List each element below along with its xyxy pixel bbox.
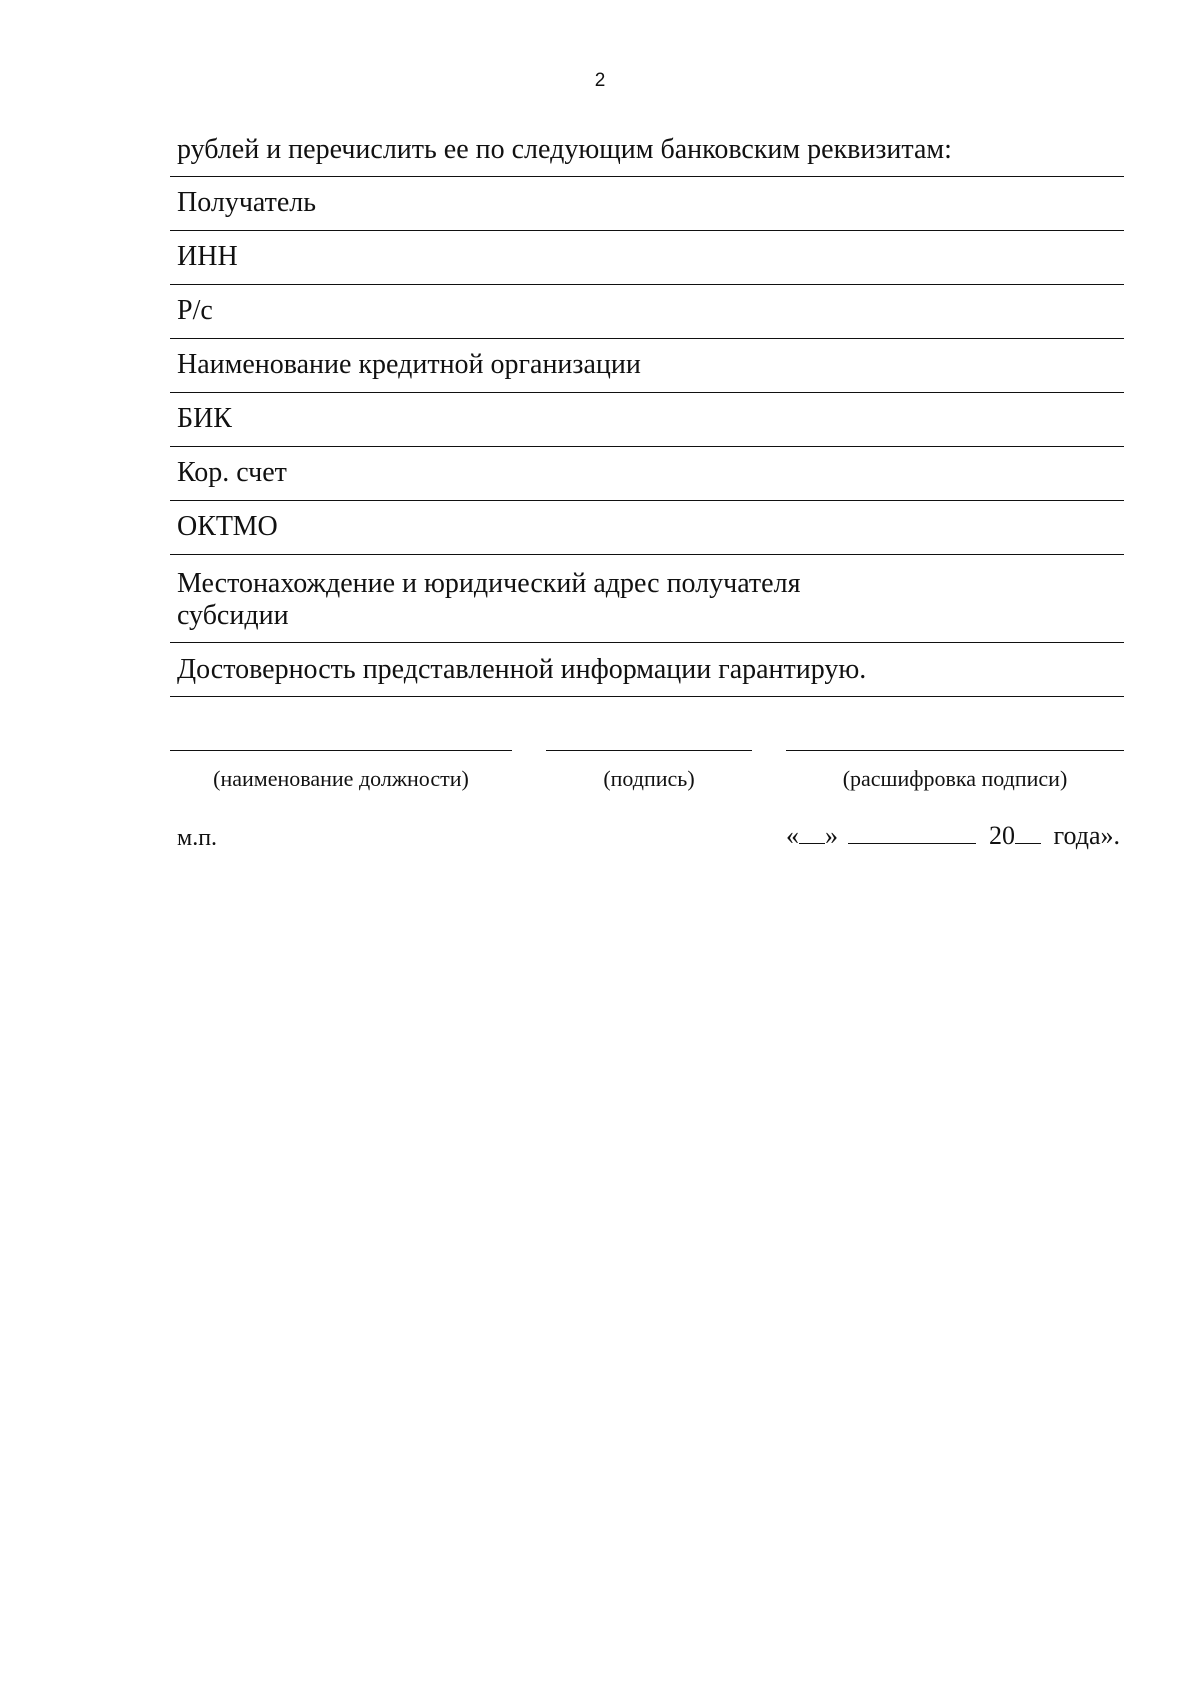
rule-4 xyxy=(170,338,1124,339)
rule-5 xyxy=(170,392,1124,393)
certification-text: Достоверность представленной информации гарантирую. xyxy=(177,654,867,685)
year-prefix: 20 xyxy=(988,821,1015,850)
intro-text: рублей и перечислить ее по следующим банковским реквизитам: xyxy=(177,134,952,165)
field-bank-name: Наименование кредитной организации xyxy=(177,349,641,380)
field-bik: БИК xyxy=(177,403,232,434)
date-open-quote: « xyxy=(785,821,799,850)
field-address-line1: Местонахождение и юридический адрес получателя xyxy=(177,568,801,599)
signature-line-name xyxy=(786,750,1124,751)
field-inn: ИНН xyxy=(177,241,238,272)
rule-3 xyxy=(170,284,1124,285)
field-address-line2: субсидии xyxy=(177,600,289,631)
month-blank xyxy=(848,821,976,844)
caption-name: (расшифровка подписи) xyxy=(842,766,1068,791)
rule-2 xyxy=(170,230,1124,231)
rule-1 xyxy=(170,176,1124,177)
rule-9 xyxy=(170,642,1124,643)
rule-7 xyxy=(170,500,1124,501)
caption-position: (наименование должности) xyxy=(213,766,469,791)
signature-line-signature xyxy=(546,750,752,751)
rule-10 xyxy=(170,696,1124,697)
date-close-quote: » xyxy=(824,821,838,850)
signature-line-position xyxy=(170,750,512,751)
day-blank xyxy=(799,821,825,844)
rule-8 xyxy=(170,554,1124,555)
caption-signature: (подпись) xyxy=(603,766,695,791)
rule-6 xyxy=(170,446,1124,447)
year-suffix: года». xyxy=(1053,821,1120,850)
field-oktmo: ОКТМО xyxy=(177,511,278,542)
field-account: Р/с xyxy=(177,295,213,326)
year-blank xyxy=(1015,821,1041,844)
date-line xyxy=(786,821,1120,851)
stamp-label: м.п. xyxy=(177,825,218,851)
field-corr-account: Кор. счет xyxy=(177,457,287,488)
page-number: 2 xyxy=(594,70,606,91)
field-recipient: Получатель xyxy=(177,187,317,218)
